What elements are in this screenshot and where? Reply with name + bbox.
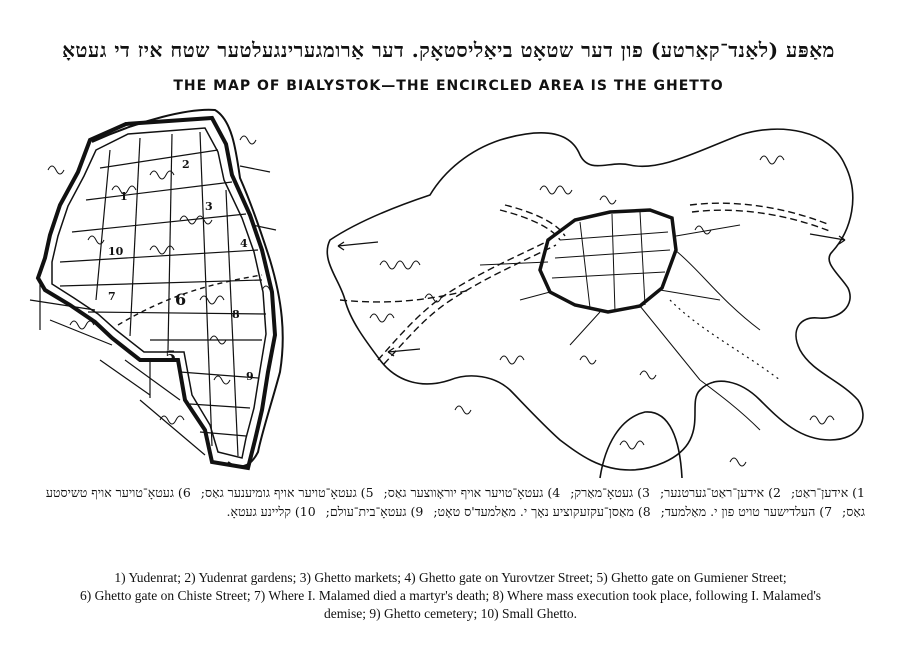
legend-english <box>28 569 873 623</box>
legend-yiddish-item-7: 7) העלדישער טויט פון י. מאַלמעד; <box>660 504 833 519</box>
map-label-7: 7 <box>108 290 116 303</box>
arrow-west-bottom <box>388 348 420 356</box>
city-road-south <box>700 380 760 430</box>
legend-english-line-3: demise; 9) Ghetto cemetery; 10) Small Ghetto. <box>323 606 578 621</box>
city-overview-map <box>327 129 863 478</box>
legend-yiddish-item-1: 1) אידען־ראַט; <box>790 485 865 500</box>
legend-english-line-1: 1) Yudenrat; 2) Yudenrat gardens; 3) Ghetto markets; 4) Ghetto gate on Yurovtzer Street; 5) Ghetto gate on Gumiener Street; <box>114 570 787 585</box>
city-streets <box>480 212 760 380</box>
map-label-2: 2 <box>182 158 190 171</box>
map-title-yiddish: מאַפּע (לאַנד־קאַרטע) פון דער שטאָט ביאַליסטאָק. דער אַרומגערינגעלטער שטח איז די געטאָ <box>62 38 835 62</box>
map-label-6: 6 <box>175 290 187 309</box>
map-label-9: 9 <box>246 370 254 383</box>
map-label-1: 1 <box>120 190 128 203</box>
map-label-8: 8 <box>232 308 240 321</box>
city-ghetto-area <box>540 210 676 312</box>
map-label-10: 10 <box>108 245 124 258</box>
map-label-4: 4 <box>240 237 248 250</box>
legend-yiddish-item-5: 5) געטאָ־טויער אויף גומיענער גאַס; <box>200 485 374 500</box>
legend-yiddish <box>30 483 865 521</box>
legend-yiddish-item-8: 8) מאַסן־עקזעקוציע נאָך י. מאַלמעד'ס טאָט; <box>433 504 651 519</box>
dotted-road <box>670 300 780 380</box>
railway-lines <box>340 203 832 364</box>
legend-yiddish-item-10: 10) קליינע געטאָ. <box>226 504 316 519</box>
legend-yiddish-item-9: 9) געטאָ־בית־עולם; <box>325 504 424 519</box>
legend-yiddish-item-6: 6) געטאָ־טויער אויף טשיסטע גאַס; <box>45 485 865 519</box>
ghetto-detail-map <box>30 110 283 468</box>
legend-yiddish-item-2: 2) אידען־ראַט־גערטנער; <box>659 485 781 500</box>
legend-english-line-2: 6) Ghetto gate on Chiste Street; 7) Where I. Malamed died a martyr's death; 8) Where mass execution took place, following I. Malamed's <box>79 588 822 603</box>
legend-yiddish-item-3: 3) געטאָ־מאַרק; <box>570 485 650 500</box>
arrow-west-top <box>338 242 378 250</box>
map-label-5: 5 <box>165 347 177 366</box>
city-outline <box>327 129 863 470</box>
map-title-english: THE MAP OF BIALYSTOK—THE ENCIRCLED AREA IS THE GHETTO <box>173 78 724 94</box>
map-label-3: 3 <box>205 200 213 213</box>
legend-yiddish-item-4: 4) געטאָ־טויער אויף יוראָווצער גאַס; <box>383 485 561 500</box>
